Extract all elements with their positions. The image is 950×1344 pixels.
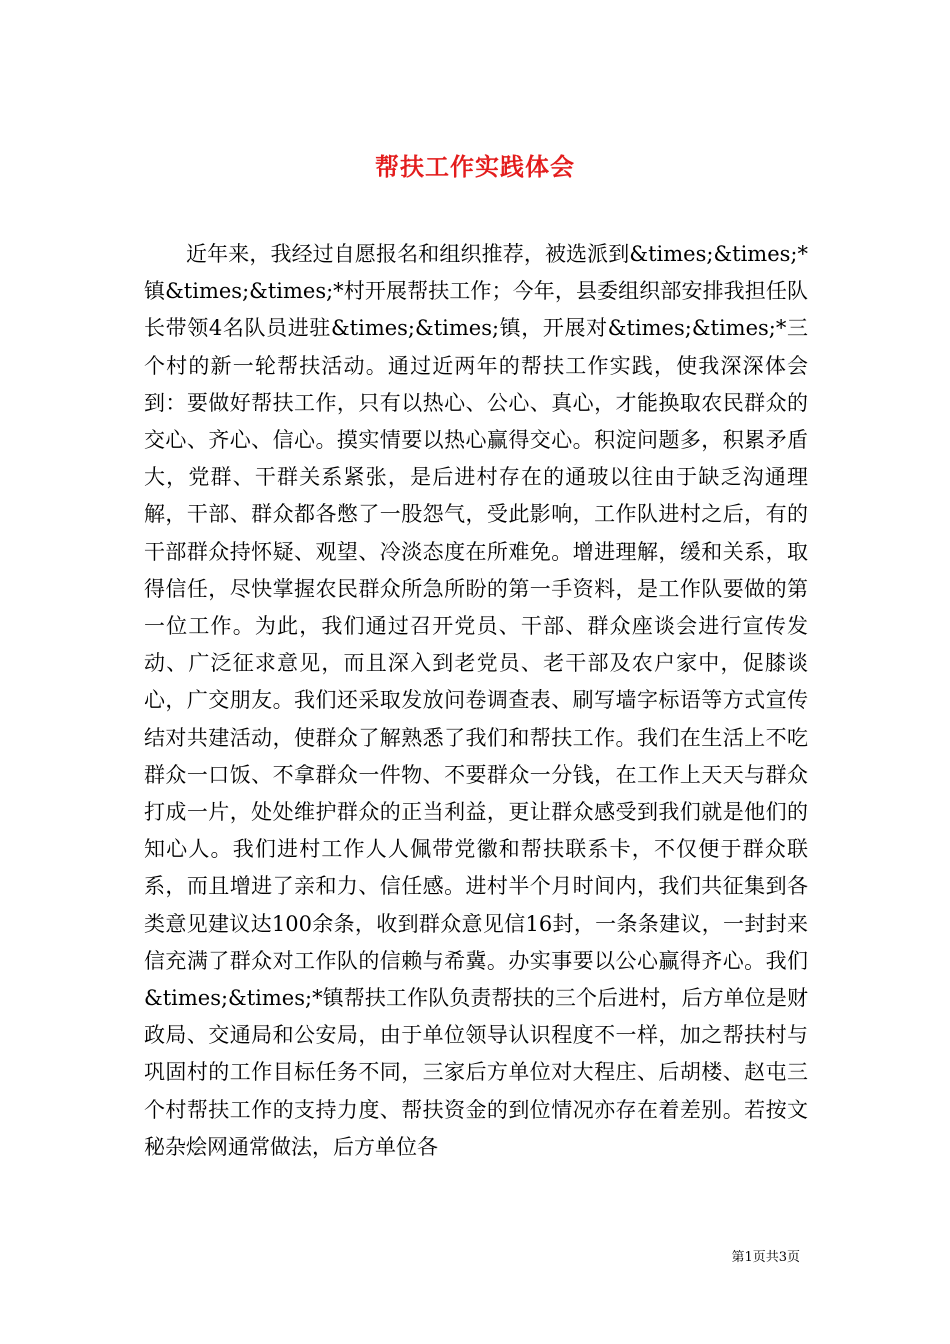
page-number: 第1页共3页 <box>731 1250 800 1265</box>
body-paragraph: 近年来，我经过自愿报名和组织推荐，被选派到&times;&times;*镇&times;&times;*村开展帮扶工作；今年，县委组织部安排我担任队长带领4名队员进驻&times;&times;镇，开展对&times;&times;*三个村的新一轮帮扶活动。通过近两年的帮扶工作实践，使我深深体会到：要做好帮扶工作，只有以热心、公心、真心，才能换取农民群众的交心、齐心、信心。摸实情要以热心赢得交心。积淀问题多，积累矛盾大，党群、干群关系紧张，是后进村存在的通玻以往由于缺乏沟通理解，干部、群众都各憋了一股怨气，受此影响，工作队进村之后，有的干部群众持怀疑、观望、冷淡态度在所难免。增进理解，缓和关系，取得信任，尽快掌握农民群众所急所盼的第一手资料，是工作队要做的第一位工作。为此，我们通过召开党员、干部、群众座谈会进行宣传发动、广泛征求意见，而且深入到老党员、老干部及农户家中，促膝谈心，广交朋友。我们还采取发放问卷调查表、刷写墙字标语等方式宣传结对共建活动，使群众了解熟悉了我们和帮扶工作。我们在生活上不吃群众一口饭、不拿群众一件物、不要群众一分钱，在工作上天天与群众打成一片，处处维护群众的正当利益，更让群众感受到我们就是他们的知心人。我们进村工作人人佩带党徽和帮扶联系卡，不仅便于群众联系，而且增进了亲和力、信任感。进村半个月时间内，我们共征集到各类意见建议达100余条，收到群众意见信16封，一条条建议，一封封来信充满了群众对工作队的信赖与希冀。办实事要以公心赢得齐心。我们&times;&times;*镇帮扶工作队负责帮扶的三个后进村，后方单位是财政局、交通局和公安局，由于单位领导认识程度不一样，加之帮扶村与巩固村的工作目标任务不同，三家后方单位对大程庄、后胡楼、赵屯三个村帮扶工作的支持力度、帮扶资金的到位情况亦存在着差别。若按文秘杂烩网通常做法，后方单位各 <box>144 242 808 1159</box>
page-title: 帮扶工作实践体会 <box>375 152 575 182</box>
